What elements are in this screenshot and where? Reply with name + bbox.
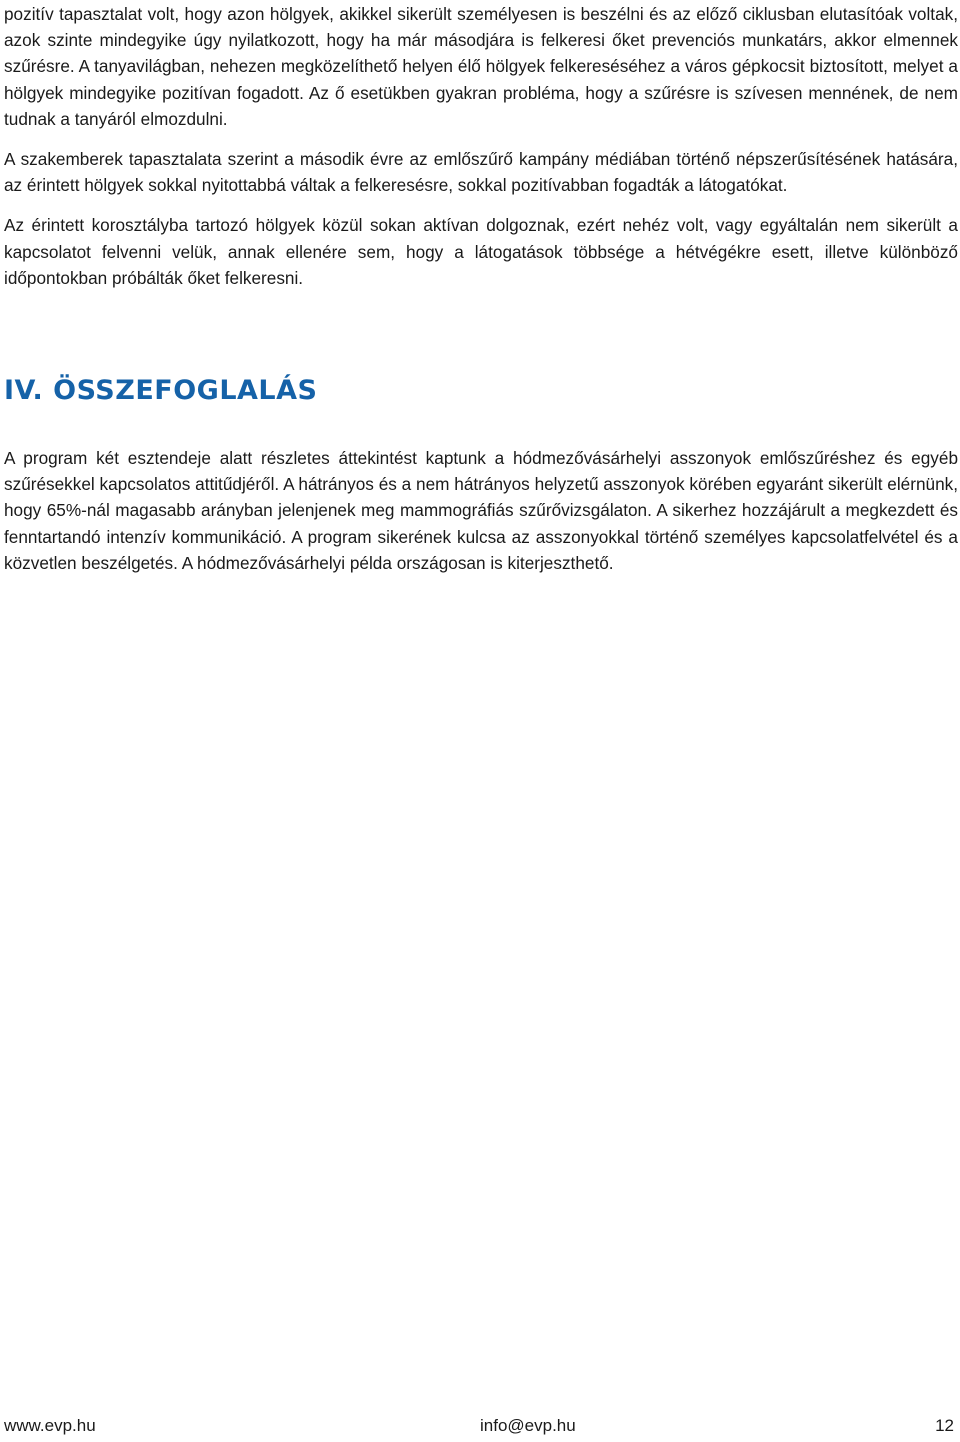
paragraph-outreach-experience: pozitív tapasztalat volt, hogy azon hölgyek, akikkel sikerült személyesen is beszélni és az előző ciklusban elutasítóak voltak, azok szinte mindegyike úgy nyilatkozott, hogy ha már másodjára is felkeresi őket prevenciós munkatárs, akkor elmennek szűrésre. A tanyavilágban, nehezen megközelíthető helyen élő hölgyek felkereséséhez a város gépkocsit biztosított, melyet a hölgyek mindegyike pozitívan fogadott. Az ő esetükben gyakran probléma, hogy a szűrésre is szívesen mennének, de nem tudnak a tanyáról elmozdulni. (4, 4, 958, 129)
page-number: 12 (935, 1416, 954, 1435)
section-heading-summary: IV. ÖSSZEFOGLALÁS (4, 375, 318, 407)
paragraph-summary: A program két esztendeje alatt részletes áttekintést kaptunk a hódmezővásárhelyi asszonyok emlőszűréshez és egyéb szűrésekkel kapcsolatos attitűdjéről. A hátrányos és a nem hátrányos helyzetű asszonyok körében egyaránt sikerült elérnünk, hogy 65%-nál magasabb arányban jelenjenek meg mammográfiás szűrővizsgálaton. A sikerhez hozzájárult a megkezdett és fenntartandó intenzív kommunikáció. A program sikerének kulcsa az asszonyokkal történő személyes kapcsolatfelvétel és a közvetlen beszélgetés. A hódmezővásárhelyi példa országosan is kiterjeszthető. (4, 448, 958, 573)
footer-website-link[interactable]: www.evp.hu (4, 1416, 96, 1435)
paragraph-media-campaign: A szakemberek tapasztalata szerint a második évre az emlőszűrő kampány médiában történő népszerűsítésének hatására, az érintett hölgyek sokkal nyitottabbá váltak a felkeresésre, sokkal pozitívabban fogadták a látogatókat. (4, 149, 958, 196)
footer-email-link[interactable]: info@evp.hu (480, 1416, 576, 1435)
paragraph-working-women: Az érintett korosztályba tartozó hölgyek közül sokan aktívan dolgoznak, ezért nehéz volt, vagy egyáltalán nem sikerült a kapcsolatot felvenni velük, annak ellenére sem, hogy a látogatások többsége a hétvégékre esett, illetve különböző időpontokban próbálták őket felkeresni. (4, 215, 958, 288)
page-footer (4, 1414, 954, 1438)
document-body (4, 0, 958, 576)
